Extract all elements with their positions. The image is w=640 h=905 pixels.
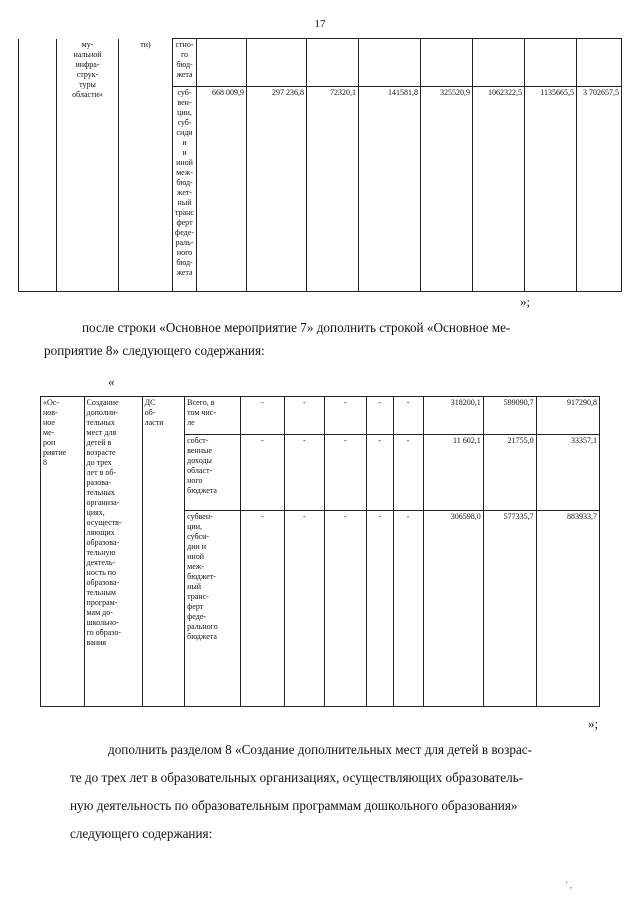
table-cell-value: -	[241, 511, 285, 707]
table-cell-event	[19, 39, 57, 292]
paragraph-line: те до трех лет в образовательных организациях, осуществляющих образователь-	[70, 770, 524, 785]
opening-quote-mark: «	[108, 374, 115, 389]
table-cell	[525, 39, 577, 87]
table-cell-description: Создание дополни- тельных мест для детей в возрасте до трех лет в об- разова- тельных организа- циях, осуществ- ляющих образова- тельную деятель- ность по образова- тельным програм- мам до- школьно- го образо- вания	[84, 397, 142, 707]
closing-quote-mark: »;	[588, 716, 599, 731]
table-cell	[247, 39, 307, 87]
table-cell-description: му- нальной инфра- струк- туры области»	[57, 39, 119, 292]
table-cell-value: 297 236,8	[247, 87, 307, 292]
paragraph-line: следующего содержания:	[70, 826, 213, 841]
table-cell-source: суб- вен- ции, суб- сидии и иной меж- бюд- жет- ный транс ферт феде- раль- ного бюд- жета	[173, 87, 197, 292]
table-cell-value: -	[325, 511, 366, 707]
closing-quote-mark: »;	[520, 294, 531, 309]
table-cell-value: 306598,0	[423, 511, 483, 707]
table-cell	[307, 39, 359, 87]
table-cell-executor: ДС об- ласти	[142, 397, 185, 707]
table-cell-source: Всего, в том чис- ле	[185, 397, 241, 435]
table-cell-value: -	[366, 397, 393, 435]
table-cell-value: -	[393, 397, 423, 435]
table-cell-value: 599090,7	[483, 397, 536, 435]
table-cell-value: -	[366, 511, 393, 707]
table-cell	[421, 39, 473, 87]
table-cell-value: 21755,0	[483, 435, 536, 511]
table-cell-executor: ти)	[119, 39, 173, 292]
table-cell-source: собст- венные доходы област- ного бюджета	[185, 435, 241, 511]
program-table-continuation	[18, 38, 622, 292]
table-cell-value: 883933,7	[536, 511, 599, 707]
table-cell	[359, 39, 421, 87]
table-row	[41, 397, 600, 435]
table-cell	[197, 39, 247, 87]
table-cell-source: стно- го бюд- жета	[173, 39, 197, 87]
table-cell-value: -	[325, 435, 366, 511]
table-cell-value: -	[393, 511, 423, 707]
program-table-event-8	[40, 396, 600, 707]
table-cell-value: 1062322,5	[473, 87, 525, 292]
table-cell-value: 318200,1	[423, 397, 483, 435]
corner-mark: ' ,	[566, 880, 573, 890]
table-cell-source: субвен- ции, субси- дии и иной меж- бюджет- ный транс- ферт феде- рального бюджета	[185, 511, 241, 707]
table-cell-value: 11 602,1	[423, 435, 483, 511]
table-cell	[577, 39, 622, 87]
table-cell-value: 141581,8	[359, 87, 421, 292]
paragraph-line: ную деятельность по образовательным программам дошкольного образования»	[70, 798, 518, 813]
table-cell-value: 917290,8	[536, 397, 599, 435]
paragraph-line: дополнить разделом 8 «Создание дополнительных мест для детей в возрас-	[108, 742, 533, 757]
table-cell-value: 325520,9	[421, 87, 473, 292]
table-cell	[473, 39, 525, 87]
table-cell-value: 668 009,9	[197, 87, 247, 292]
table-cell-value: -	[284, 511, 324, 707]
paragraph-insert-row: после строки «Основное мероприятие 7» дополнить строкой «Основное ме- роприятие 8» следующего содержания:	[44, 320, 511, 358]
table-cell-value: -	[284, 435, 324, 511]
table-cell-value: -	[241, 397, 285, 435]
table-cell-value: -	[284, 397, 324, 435]
table-cell-value: -	[393, 435, 423, 511]
table-cell-value: 33357,1	[536, 435, 599, 511]
table-cell-value: -	[325, 397, 366, 435]
table-cell-value: -	[241, 435, 285, 511]
table-cell-event: «Ос- нов- ное ме- роп риятие 8	[41, 397, 85, 707]
table-cell-value: 3 702657,5	[577, 87, 622, 292]
page-number: 17	[314, 18, 326, 30]
table-cell-value: 577335,7	[483, 511, 536, 707]
table-cell-value: 1135665,5	[525, 87, 577, 292]
table-cell-value: 72320,1	[307, 87, 359, 292]
table-cell-value: -	[366, 435, 393, 511]
